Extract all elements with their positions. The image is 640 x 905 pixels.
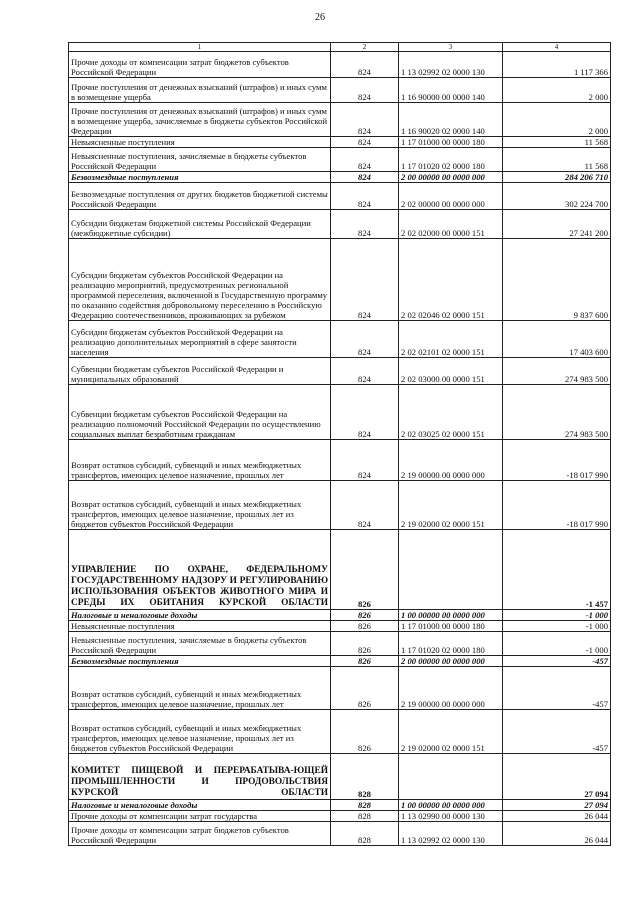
table-body (69, 43, 611, 846)
department-heading-row (69, 530, 611, 610)
row-admin-code: 826 (331, 530, 399, 610)
row-label: Налоговые и неналоговые доходы (69, 610, 331, 621)
row-classification-code: 1 17 01000 00 0000 180 (399, 137, 503, 148)
header-col-1: 1 (69, 43, 331, 52)
table-header-row (69, 43, 611, 52)
table-row (69, 710, 611, 754)
row-amount: 26 044 (503, 822, 611, 846)
row-amount: -1 000 (503, 621, 611, 632)
row-amount: -457 (503, 667, 611, 710)
row-label: КОМИТЕТ ПИЩЕВОЙ И ПЕРЕРАБАТЫВА-ЮЩЕЙ ПРОМЫШЛЕННОСТИ И ПРОДОВОЛЬСТВИЯ КУРСКОЙ ОБЛАСТИ (69, 754, 331, 800)
row-label: Прочие доходы от компенсации затрат бюджетов субъектов Российской Федерации (69, 822, 331, 846)
row-amount: 27 094 (503, 800, 611, 811)
row-classification-code: 2 00 00000 00 0000 000 (399, 656, 503, 667)
row-amount: -1 457 (503, 530, 611, 610)
table-row (69, 321, 611, 358)
row-amount: -18 017 990 (503, 481, 611, 530)
row-admin-code: 824 (331, 239, 399, 321)
table-row (69, 239, 611, 321)
table-row (69, 148, 611, 172)
row-label: Субсидии бюджетам субъектов Российской Федерации на реализацию мероприятий, предусмотренных региональной программой переселения, включенной в Государственную программу по оказанию содействия добровольному переселению в Российскую Федерацию соотечественников, проживающих за рубежом (69, 239, 331, 321)
row-admin-code: 824 (331, 172, 399, 183)
row-label: Субсидии бюджетам субъектов Российской Федерации на реализацию дополнительных мероприятий в сфере занятости населения (69, 321, 331, 358)
row-label: Безвозмездные поступления (69, 656, 331, 667)
table-row (69, 172, 611, 183)
row-classification-code: 2 02 02101 02 0000 151 (399, 321, 503, 358)
table-row (69, 440, 611, 481)
row-classification-code (399, 754, 503, 800)
row-admin-code: 828 (331, 800, 399, 811)
row-label: Субсидии бюджетам бюджетной системы Российской Федерации (межбюджетные субсидии) (69, 210, 331, 239)
row-classification-code: 1 16 90020 02 0000 140 (399, 103, 503, 137)
row-label: Прочие поступления от денежных взысканий (штрафов) и иных сумм в возмещение ущерба, зачисляемые в бюджеты субъектов Российской Федерации (69, 103, 331, 137)
row-admin-code: 826 (331, 656, 399, 667)
row-classification-code: 2 02 03025 02 0000 151 (399, 385, 503, 440)
row-admin-code: 828 (331, 811, 399, 822)
table-row (69, 481, 611, 530)
row-amount: 11 568 (503, 137, 611, 148)
row-classification-code: 1 17 01000 00 0000 180 (399, 621, 503, 632)
row-classification-code: 1 00 00000 00 0000 000 (399, 800, 503, 811)
department-heading-row (69, 754, 611, 800)
row-amount: -1 000 (503, 632, 611, 656)
row-admin-code: 824 (331, 210, 399, 239)
row-amount: 274 983 500 (503, 358, 611, 385)
row-admin-code: 826 (331, 610, 399, 621)
table-row (69, 103, 611, 137)
table-row (69, 358, 611, 385)
header-col-4: 4 (503, 43, 611, 52)
row-classification-code: 2 02 03000 00 0000 151 (399, 358, 503, 385)
row-amount: 1 117 366 (503, 52, 611, 78)
row-label: Невыясненные поступления, зачисляемые в бюджеты субъектов Российской Федерации (69, 148, 331, 172)
row-amount: 17 403 600 (503, 321, 611, 358)
row-label: Возврат остатков субсидий, субвенций и иных межбюджетных трансфертов, имеющих целевое назначение, прошлых лет (69, 667, 331, 710)
row-label: Субвенции бюджетам субъектов Российской Федерации на реализацию полномочий Российской Федерации по осуществлению социальных выплат безработным гражданам (69, 385, 331, 440)
row-amount: 2 000 (503, 103, 611, 137)
table-row (69, 183, 611, 210)
row-admin-code: 826 (331, 667, 399, 710)
row-label: Безвозмездные поступления (69, 172, 331, 183)
row-classification-code: 1 17 01020 02 0000 180 (399, 148, 503, 172)
row-classification-code: 2 02 00000 00 0000 000 (399, 183, 503, 210)
row-classification-code: 1 16 90000 00 0000 140 (399, 78, 503, 103)
row-classification-code: 2 19 00000 00 0000 000 (399, 667, 503, 710)
row-amount: -457 (503, 656, 611, 667)
row-admin-code: 824 (331, 137, 399, 148)
row-admin-code: 828 (331, 754, 399, 800)
row-classification-code: 2 19 02000 02 0000 151 (399, 481, 503, 530)
table-row (69, 811, 611, 822)
row-amount: 26 044 (503, 811, 611, 822)
row-classification-code: 2 19 00000 00 0000 000 (399, 440, 503, 481)
row-admin-code: 824 (331, 440, 399, 481)
row-label: Невыясненные поступления, зачисляемые в бюджеты субъектов Российской Федерации (69, 632, 331, 656)
header-col-2: 2 (331, 43, 399, 52)
row-classification-code: 1 00 00000 00 0000 000 (399, 610, 503, 621)
row-admin-code: 826 (331, 632, 399, 656)
row-admin-code: 824 (331, 148, 399, 172)
header-col-3: 3 (399, 43, 503, 52)
revenue-table (68, 42, 611, 846)
row-admin-code: 828 (331, 822, 399, 846)
table-row (69, 610, 611, 621)
row-amount: -18 017 990 (503, 440, 611, 481)
row-admin-code: 824 (331, 358, 399, 385)
row-classification-code: 1 13 02992 02 0000 130 (399, 52, 503, 78)
table-row (69, 667, 611, 710)
row-admin-code: 824 (331, 183, 399, 210)
table-row (69, 621, 611, 632)
row-amount: -457 (503, 710, 611, 754)
row-amount: 27 094 (503, 754, 611, 800)
row-admin-code: 824 (331, 78, 399, 103)
row-admin-code: 824 (331, 321, 399, 358)
row-label: Безвозмездные поступления от других бюджетов бюджетной системы Российской Федерации (69, 183, 331, 210)
row-label: Налоговые и неналоговые доходы (69, 800, 331, 811)
row-admin-code: 824 (331, 385, 399, 440)
row-amount: 2 000 (503, 78, 611, 103)
row-admin-code: 824 (331, 52, 399, 78)
table-row (69, 78, 611, 103)
row-classification-code: 1 13 02992 02 0000 130 (399, 822, 503, 846)
row-amount: -1 000 (503, 610, 611, 621)
table-row (69, 800, 611, 811)
row-admin-code: 824 (331, 103, 399, 137)
table-row (69, 137, 611, 148)
row-amount: 284 206 710 (503, 172, 611, 183)
page-number: 26 (315, 12, 325, 23)
row-label: УПРАВЛЕНИЕ ПО ОХРАНЕ, ФЕДЕРАЛЬНОМУ ГОСУДАРСТВЕННОМУ НАДЗОРУ И РЕГУЛИРОВАНИЮ ИСПОЛЬЗОВАНИЯ ОБЪЕКТОВ ЖИВОТНОГО МИРА И СРЕДЫ ИХ ОБИТАНИЯ КУРСКОЙ ОБЛАСТИ (69, 530, 331, 610)
row-label: Возврат остатков субсидий, субвенций и иных межбюджетных трансфертов, имеющих целевое назначение, прошлых лет из бюджетов субъектов Российской Федерации (69, 710, 331, 754)
row-label: Невыясненные поступления (69, 621, 331, 632)
row-classification-code: 2 19 02000 02 0000 151 (399, 710, 503, 754)
row-label: Невыясненные поступления (69, 137, 331, 148)
row-label: Субвенции бюджетам субъектов Российской Федерации и муниципальных образований (69, 358, 331, 385)
row-classification-code: 2 02 02000 00 0000 151 (399, 210, 503, 239)
table-row (69, 385, 611, 440)
row-admin-code: 826 (331, 621, 399, 632)
row-classification-code (399, 530, 503, 610)
row-classification-code: 2 00 00000 00 0000 000 (399, 172, 503, 183)
row-label: Прочие поступления от денежных взысканий (штрафов) и иных сумм в возмещение ущерба (69, 78, 331, 103)
row-amount: 27 241 200 (503, 210, 611, 239)
row-classification-code: 1 17 01020 02 0000 180 (399, 632, 503, 656)
row-classification-code: 1 13 02990 00 0000 130 (399, 811, 503, 822)
row-label: Возврат остатков субсидий, субвенций и иных межбюджетных трансфертов, имеющих целевое назначение, прошлых лет из бюджетов субъектов Российской Федерации (69, 481, 331, 530)
table-row (69, 822, 611, 846)
row-amount: 302 224 700 (503, 183, 611, 210)
row-label: Возврат остатков субсидий, субвенций и иных межбюджетных трансфертов, имеющих целевое назначение, прошлых лет (69, 440, 331, 481)
row-admin-code: 826 (331, 710, 399, 754)
row-amount: 9 837 600 (503, 239, 611, 321)
row-label: Прочие доходы от компенсации затрат государства (69, 811, 331, 822)
row-classification-code: 2 02 02046 02 0000 151 (399, 239, 503, 321)
table-row (69, 210, 611, 239)
row-admin-code: 824 (331, 481, 399, 530)
row-label: Прочие доходы от компенсации затрат бюджетов субъектов Российской Федерации (69, 52, 331, 78)
table-row (69, 632, 611, 656)
row-amount: 274 983 500 (503, 385, 611, 440)
table-row (69, 656, 611, 667)
table-row (69, 52, 611, 78)
row-amount: 11 568 (503, 148, 611, 172)
